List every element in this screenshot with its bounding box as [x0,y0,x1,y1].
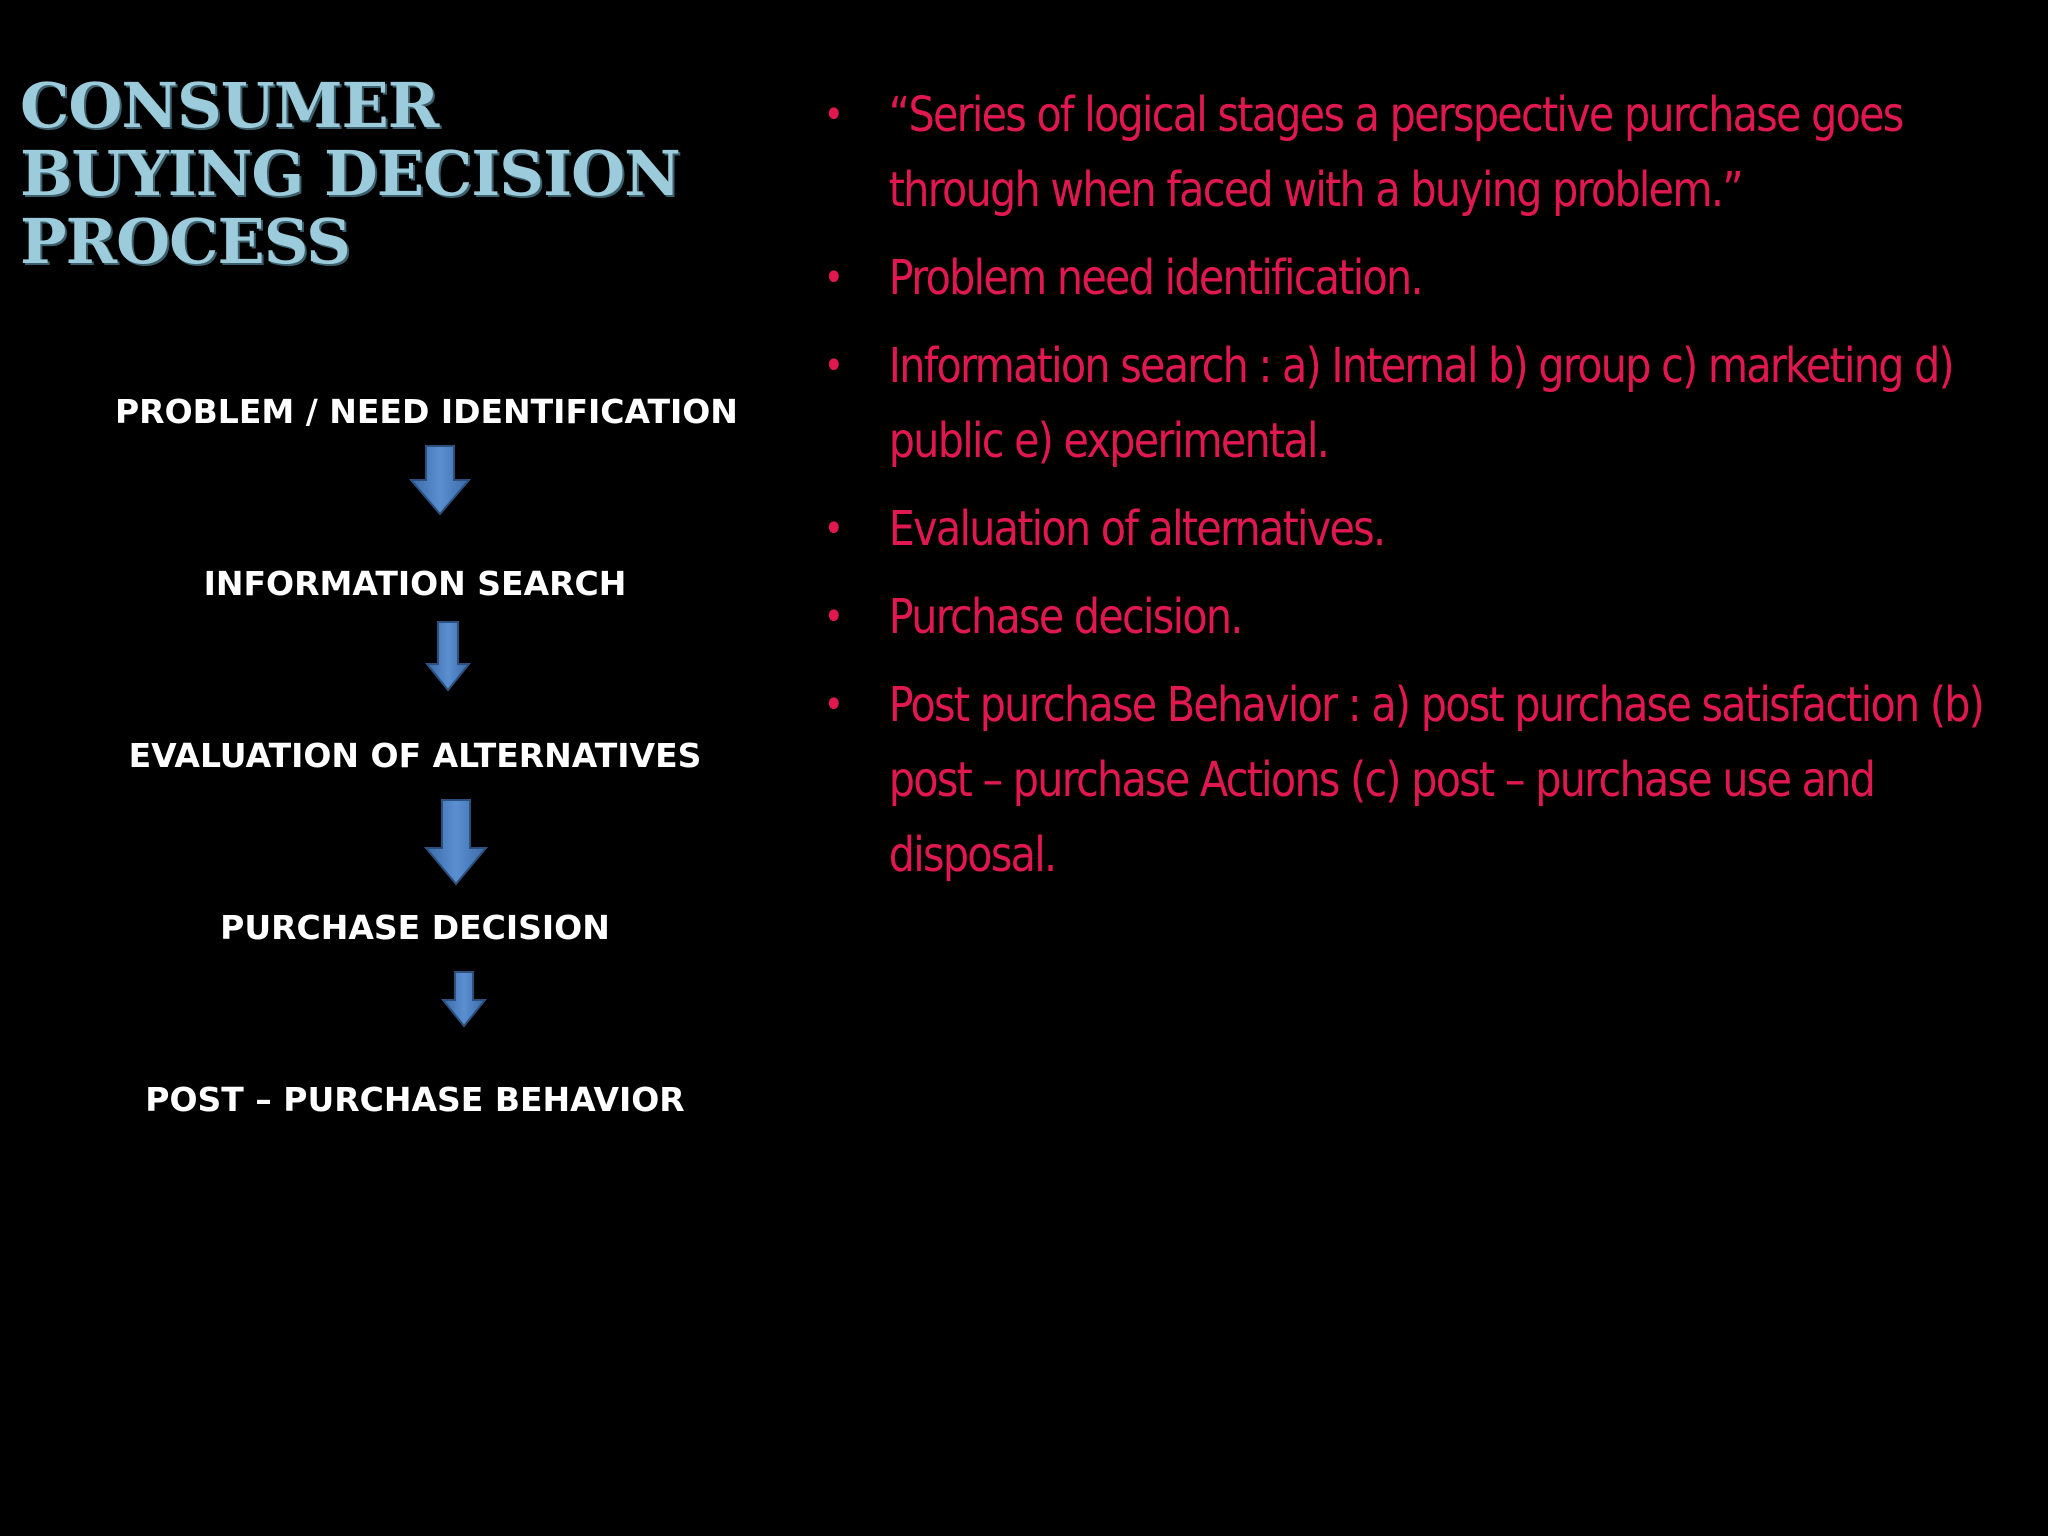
title-line: CONSUMER [20,69,439,142]
bullet-list [820,78,2000,906]
bullet-marker: • [823,594,843,640]
bullet-item-post-purchase [820,668,2033,893]
down-arrow-icon [425,620,471,692]
bullet-text: “Series of logical stages a perspective purchase goes through when faced with a buying problem.” [888,87,1903,218]
down-arrow-icon [441,970,487,1028]
flow-step-post-purchase-behavior: POST – PURCHASE BEHAVIOR [145,1080,685,1119]
bullet-text: Post purchase Behavior : a) post purchase satisfaction (b) post – purchase Actions (c) post – purchase use and disposal. [888,677,1984,883]
down-arrow-icon [409,444,471,516]
bullet-marker: • [823,92,843,138]
bullet-item-evaluation [820,492,2033,567]
bullet-text: Evaluation of alternatives. [888,501,1385,557]
bullet-text: Information search : a) Internal b) group c) marketing d) public e) experimental. [888,338,1953,469]
title-line: PROCESS [20,205,350,278]
flow-step-problem-identification: PROBLEM / NEED IDENTIFICATION [115,392,738,431]
bullet-marker: • [823,255,843,301]
bullet-item-problem-identification [820,241,2033,316]
bullet-item-purchase-decision [820,580,2033,655]
bullet-text: Problem need identification. [888,250,1422,306]
down-arrow-icon [424,798,488,886]
slide-title [20,69,680,278]
bullet-marker: • [823,682,843,728]
flow-step-information-search: INFORMATION SEARCH [203,564,627,603]
bullet-item-information-search [820,329,2033,479]
bullet-item-definition [820,78,2033,228]
bullet-marker: • [823,343,843,389]
flow-step-purchase-decision: PURCHASE DECISION [220,908,610,947]
bullet-marker: • [823,506,843,552]
title-line: BUYING DECISION [20,137,680,210]
bullet-text: Purchase decision. [888,589,1242,645]
flow-step-evaluation-of-alternatives: EVALUATION OF ALTERNATIVES [128,736,702,775]
